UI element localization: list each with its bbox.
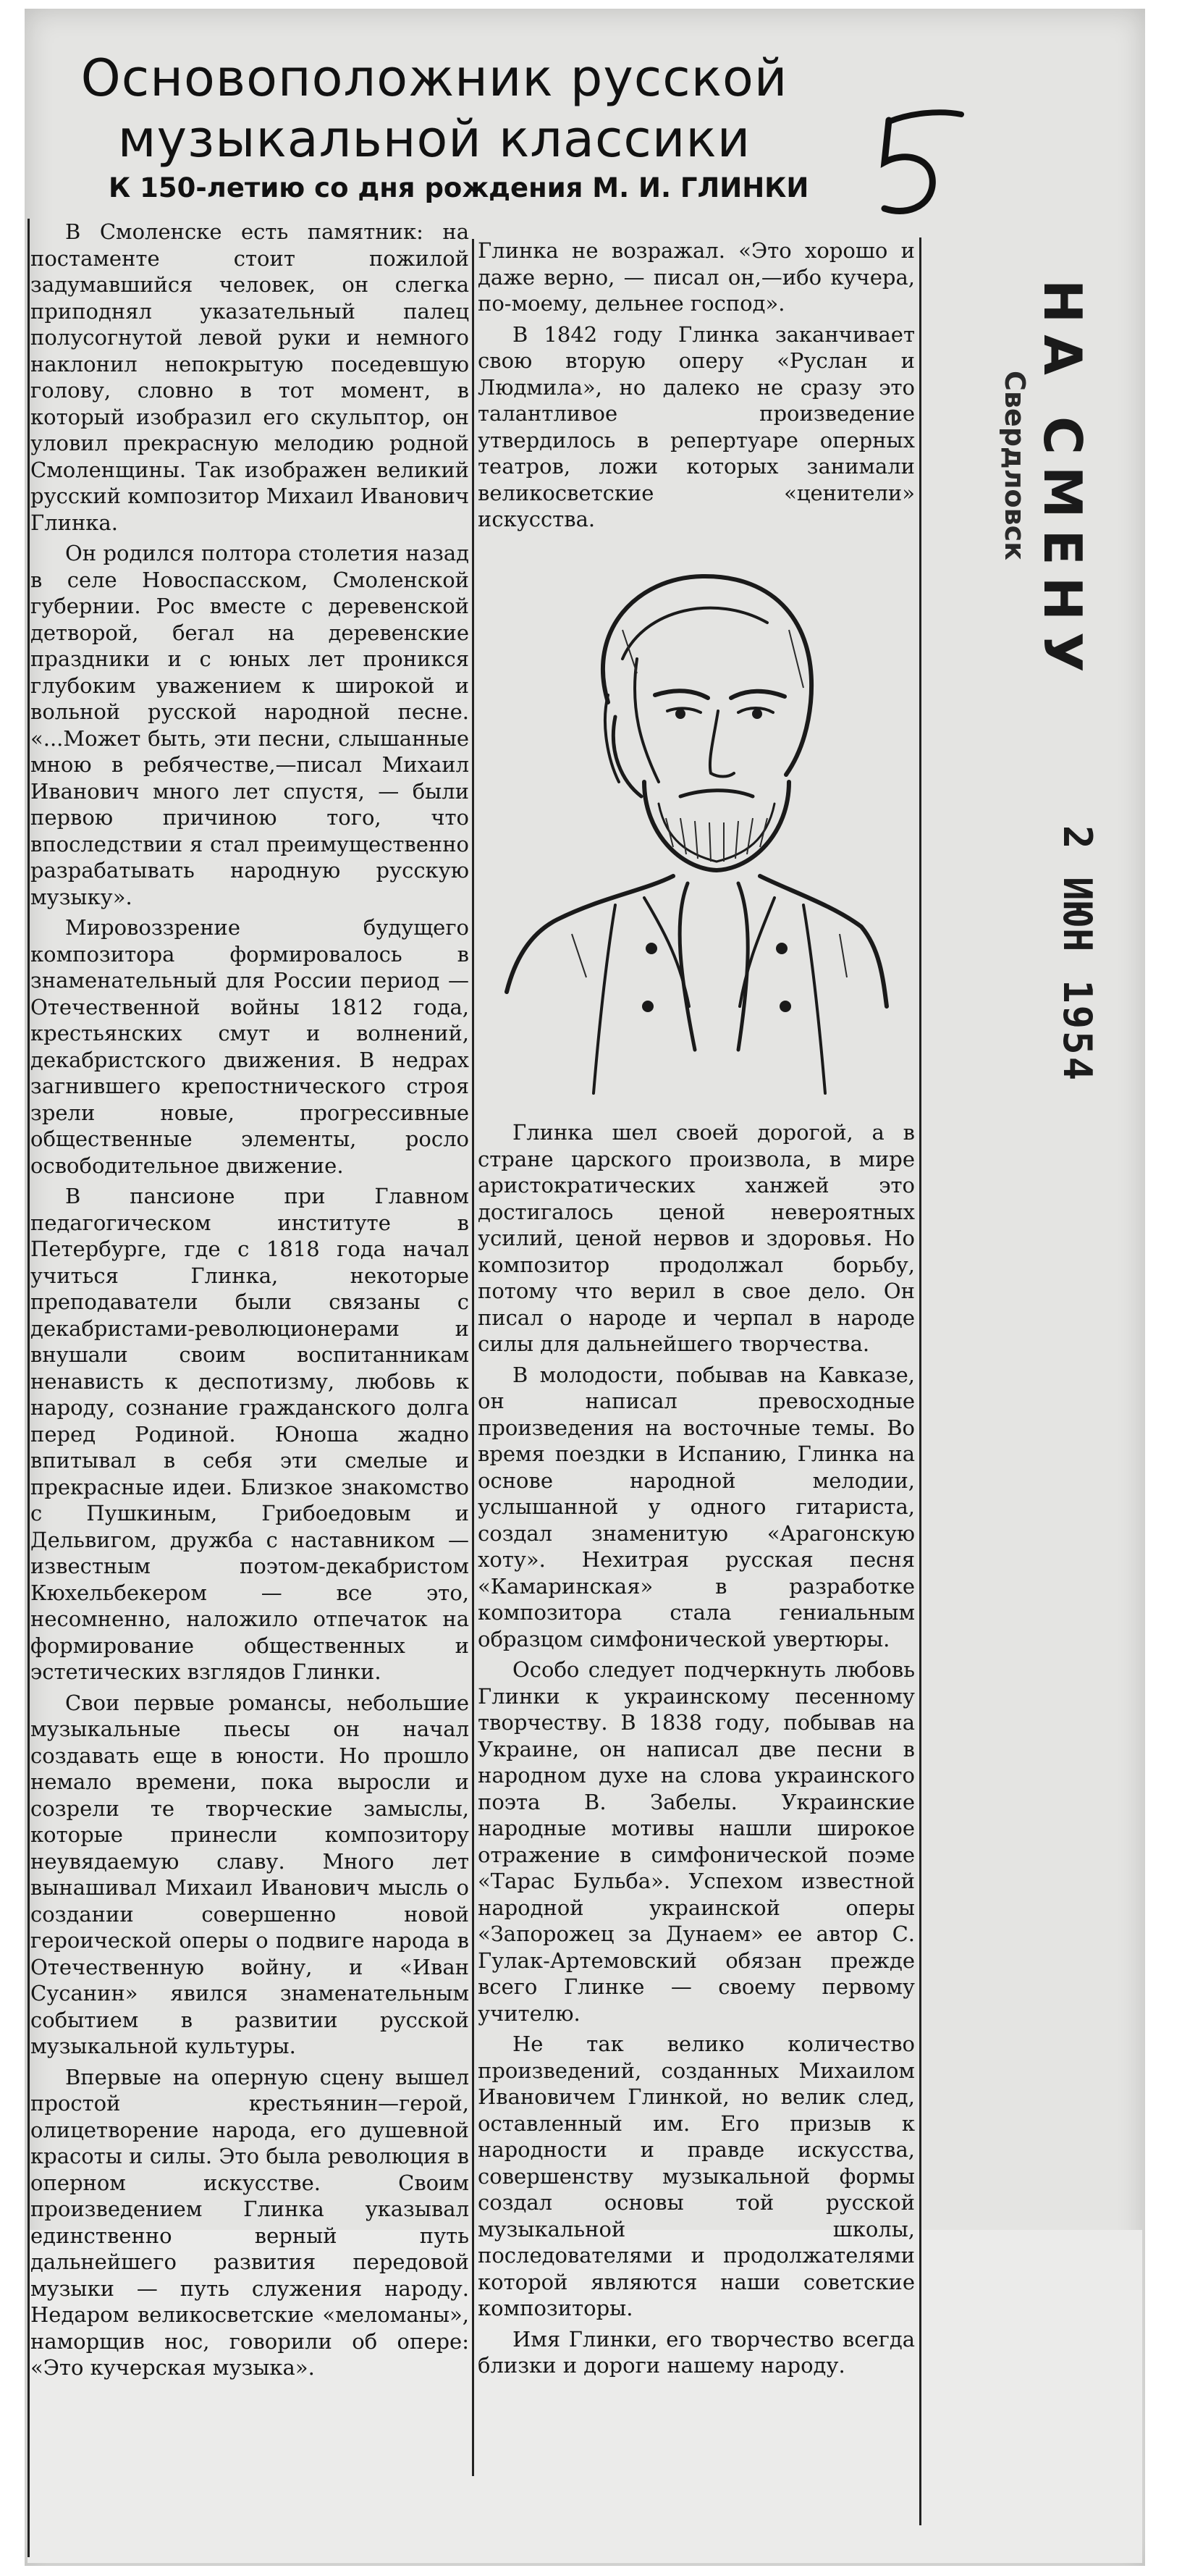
paragraph: Свои первые романсы, небольшие музыкальные пьесы он начал создавать еще в юности. Но прошло немало времени, пока выросли и созрели те творческие замыслы, которые принесли композитору неувядаемую славу. Много лет вынашивал Михаил Иванович мысль о создании совершенно новой героической оперы о подвиге народа в Отечественную войну, и «Иван Сусанин» явился знаменательным событием в развитии русской музыкальной культуры. <box>30 1690 469 2058</box>
newspaper-city: Свердловск <box>999 371 1031 560</box>
paragraph: В Смоленске есть памятник: на постаменте стоит пожилой задумавшийся человек, он слегка приподнял указательный палец полусогнутой левой руки и немного наклонил непокрытую поседевшую голову, словно в тот момент, в который изобразил его скульптор, он уловил прекрасную мелодию родной Смоленщины. Так изображен великий русский композитор Михаил Иванович Глинка. <box>30 219 469 535</box>
column-rule-right <box>919 237 921 2525</box>
paragraph: Глинка шел своей дорогой, а в стране царского произвола, в мире аристократических ханжей это достигалось ценой невероятных усилий, ценой нервов и здоровья. Но композитор продолжал борьбу, потому что верил в свое дело. Он писал о народе и черпал в народе силы для дальнейшего творчества. <box>478 1120 915 1356</box>
paragraph: Он родился полтора столетия назад в селе Новоспасском, Смоленской губернии. Рос вместе с деревенской детворой, бегал на деревенские праздники и с юных лет проникся глубоким уважением к широкой и вольной русской народной песне. «...Может быть, эти песни, слышанные мною в ребячестве,—писал Михаил Иванович много лет спустя, — были первою причиною того, что впоследствии я стал преимущественно разрабатывать народную русскую музыку». <box>30 541 469 909</box>
paragraph: Мировоззрение будущего композитора формировалось в знаменательный для России период — Отечественной войны 1812 года, крестьянских смут и волнений, декабристского движения. В недрах загнившего крепостнического строя зрели новые, прогрессивные общественные элементы, росло освободительное движение. <box>30 915 469 1178</box>
column-rule-left <box>28 219 30 2557</box>
article-title-line1: Основоположник русской <box>80 49 788 108</box>
column-rule-middle <box>472 239 474 2476</box>
article-left-column <box>30 219 469 2386</box>
paragraph: Особо следует подчеркнуть любовь Глинки к украинскому песенному творчеству. В 1838 году, побывав на Украине, он написал две песни в народном духе на слова украинского поэта В. Забелы. Украинские народные мотивы нашли широкое отражение в симфонической поэме «Тарас Бульба». Успехом известной народной украинской оперы «Запорожец за Дунаем» ее автор С. Гулак-Артемовский обязан прежде всего Глинке — своему первому учителю. <box>478 1657 915 2026</box>
paragraph: В 1842 году Глинка заканчивает свою вторую оперу «Руслан и Людмила», но далеко не сразу это талантливое произведение утвердилось в репертуаре оперных театров, ложи которых занимали великосветские «ценители» искусства. <box>478 321 915 531</box>
paragraph: Не так велико количество произведений, созданных Михаилом Ивановичем Глинкой, но велик след, оставленный им. Его призыв к народности и правде искусства, совершенству музыкальной формы создал основы той русской музыкальной школы, последователями и продолжателями которой являются наши советские композиторы. <box>478 2032 915 2320</box>
paragraph: Впервые на оперную сцену вышел простой крестьянин—герой, олицетворение народа, его душевной красоты и силы. Это была революция в оперном искусстве. Своим произведением Глинка указывал единственно верный путь дальнейшего развития передовой музыки — путь служения народу. Недаром великосветские «меломаны», наморщив нос, говорили об опере: «Это кучерская музыка». <box>30 2064 469 2380</box>
newspaper-name: НА СМЕНУ <box>1032 279 1093 684</box>
paragraph: В молодости, побывав на Кавказе, он написал превосходные произведения на восточные темы. Во время поездки в Испанию, Глинка на основе народной мелодии, услышанной у одного гитариста, создал знаменитую «Арагонскую хоту». Нехитрая русская песня «Камаринская» в разработке композитора стала гениальным образцом симфонической увертюры. <box>478 1362 915 1651</box>
article-right-column-bottom <box>478 1119 915 2383</box>
paragraph: Имя Глинки, его творчество всегда близки и дороги нашему народу. <box>478 2326 915 2378</box>
composer-portrait-engraving <box>499 543 890 1115</box>
article-title-line2: музыкальной классики <box>117 109 751 169</box>
date-stamp: 2 ИЮН 1954 <box>1055 825 1100 1083</box>
handwritten-mark <box>860 106 968 236</box>
paragraph: В пансионе при Главном педагогическом институте в Петербурге, где с 1818 года начал учиться Глинка, некоторые преподаватели были связаны с декабристами-революционерами и внушали своим воспитанникам ненависть к деспотизму, любовь к народу, сознание гражданского долга перед Родиной. Юноша жадно впитывал в себя эти смелые и прекрасные идеи. Близкое знакомство с Пушкиным, Грибоедовым и Дельвигом, дружба с наставником — известным поэтом-декабристом Кюхельбекером — все это, несомненно, наложило отпечаток на формирование общественных и эстетических взглядов Глинки. <box>30 1184 469 1684</box>
article-subtitle: К 150-летию со дня рождения М. И. ГЛИНКИ <box>109 172 809 203</box>
article-right-column-top <box>478 237 915 537</box>
paragraph: Глинка не возражал. «Это хорошо и даже верно, — писал он,—ибо кучера, по-моему, дельнее господ». <box>478 238 915 316</box>
